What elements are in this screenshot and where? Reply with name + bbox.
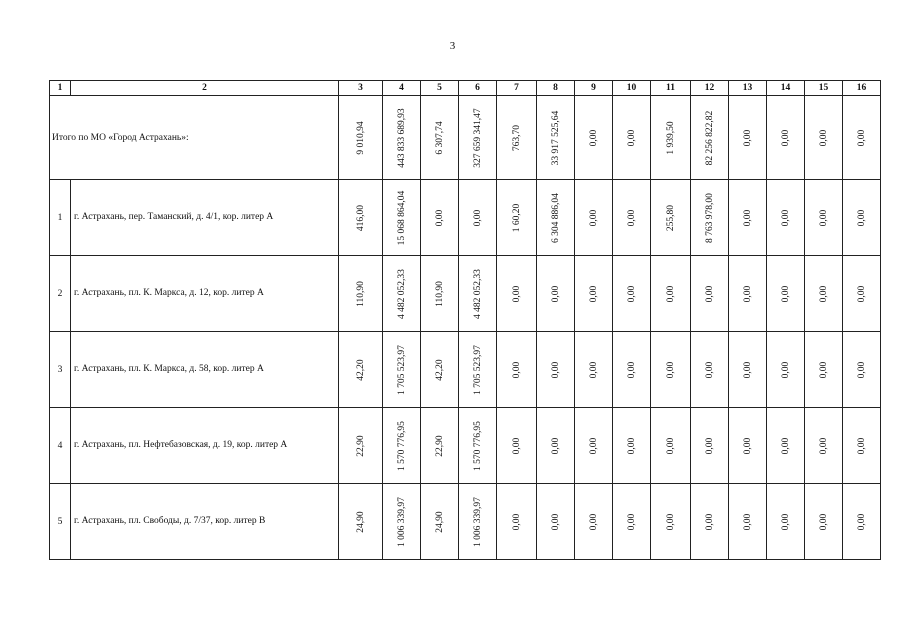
cell-value-cell [613, 484, 651, 560]
cell-value: 0,00 [626, 513, 637, 530]
cell-value-cell [691, 484, 729, 560]
total-value-cell [383, 96, 421, 180]
cell-value: 416,00 [355, 204, 366, 231]
cell-value: 0,00 [856, 437, 867, 454]
cell-value-cell [691, 332, 729, 408]
cell-value: 0,00 [665, 285, 676, 302]
cell-value: 0,00 [742, 209, 753, 226]
cell-value: 0,00 [626, 285, 637, 302]
total-value: 0,00 [626, 129, 637, 146]
table-row [50, 180, 881, 256]
row-number: 3 [50, 332, 71, 408]
cell-value: 0,00 [665, 437, 676, 454]
cell-value: 42,20 [355, 358, 366, 381]
cell-value-cell [383, 180, 421, 256]
table-row [50, 256, 881, 332]
page-number: 3 [449, 40, 456, 52]
cell-value-cell [651, 408, 691, 484]
cell-value: 0,00 [856, 361, 867, 378]
cell-value-cell [497, 332, 537, 408]
total-value-cell [843, 96, 881, 180]
cell-value-cell [843, 256, 881, 332]
total-label: Итого по МО «Город Астрахань»: [50, 96, 339, 180]
cell-value-cell [497, 256, 537, 332]
cell-value-cell [613, 332, 651, 408]
cell-value: 0,00 [856, 513, 867, 530]
total-value-cell [421, 96, 459, 180]
cell-value-cell [691, 180, 729, 256]
cell-value-cell [767, 484, 805, 560]
cell-value-cell [651, 180, 691, 256]
cell-value-cell [339, 256, 383, 332]
cell-value-cell [843, 408, 881, 484]
cell-value-cell [805, 332, 843, 408]
row-number: 5 [50, 484, 71, 560]
cell-value-cell [575, 256, 613, 332]
cell-value-cell [537, 256, 575, 332]
cell-value-cell [805, 484, 843, 560]
cell-value: 1 570 776,95 [396, 420, 407, 471]
total-value: 0,00 [742, 129, 753, 146]
address-cell: г. Астрахань, пл. К. Маркса, д. 12, кор. литер А [71, 256, 339, 332]
table-row [50, 408, 881, 484]
table-row [50, 332, 881, 408]
total-value-cell [537, 96, 575, 180]
cell-value-cell [691, 408, 729, 484]
cell-value-cell [537, 180, 575, 256]
cell-value-cell [613, 408, 651, 484]
cell-value: 15 068 864,04 [396, 190, 407, 245]
cell-value: 0,00 [626, 437, 637, 454]
cell-value: 1 570 776,95 [472, 420, 483, 471]
cell-value: 24,90 [355, 510, 366, 533]
column-header: 5 [421, 81, 459, 96]
cell-value: 6 304 886,04 [550, 192, 561, 243]
cell-value: 4 482 052,33 [396, 268, 407, 319]
total-value: 6 307,74 [434, 120, 445, 155]
cell-value: 0,00 [780, 285, 791, 302]
cell-value: 255,80 [665, 204, 676, 231]
total-value: 9 010,94 [355, 120, 366, 155]
cell-value-cell [729, 256, 767, 332]
address-cell: г. Астрахань, пл. Свободы, д. 7/37, кор. литер В [71, 484, 339, 560]
cell-value-cell [497, 408, 537, 484]
total-value-cell [613, 96, 651, 180]
address-cell: г. Астрахань, пер. Таманский, д. 4/1, кор. литер А [71, 180, 339, 256]
cell-value-cell [651, 256, 691, 332]
cell-value: 110,90 [434, 280, 445, 307]
cell-value: 0,00 [742, 361, 753, 378]
cell-value-cell [767, 408, 805, 484]
cell-value: 1 006 339,97 [396, 496, 407, 547]
cell-value-cell [497, 484, 537, 560]
total-value-cell [575, 96, 613, 180]
cell-value-cell [805, 256, 843, 332]
cell-value: 42,20 [434, 358, 445, 381]
row-number: 4 [50, 408, 71, 484]
cell-value-cell [575, 408, 613, 484]
cell-value-cell [691, 256, 729, 332]
cell-value-cell [767, 332, 805, 408]
total-value: 327 659 341,47 [472, 107, 483, 168]
column-header: 12 [691, 81, 729, 96]
cell-value-cell [339, 408, 383, 484]
cell-value-cell [843, 484, 881, 560]
total-value-cell [339, 96, 383, 180]
cell-value-cell [421, 484, 459, 560]
cell-value: 0,00 [550, 513, 561, 530]
cell-value-cell [575, 332, 613, 408]
cell-value: 24,90 [434, 510, 445, 533]
cell-value: 0,00 [780, 361, 791, 378]
cell-value-cell [575, 484, 613, 560]
total-value-cell [767, 96, 805, 180]
cell-value: 0,00 [588, 209, 599, 226]
cell-value-cell [339, 180, 383, 256]
cell-value-cell [497, 180, 537, 256]
cell-value-cell [459, 180, 497, 256]
total-value: 33 917 525,64 [550, 110, 561, 165]
column-header: 7 [497, 81, 537, 96]
cell-value: 0,00 [626, 209, 637, 226]
total-row [50, 96, 881, 180]
cell-value-cell [651, 484, 691, 560]
total-value: 443 833 689,93 [396, 107, 407, 168]
cell-value: 0,00 [704, 361, 715, 378]
total-value-cell [459, 96, 497, 180]
cell-value-cell [421, 408, 459, 484]
cell-value: 0,00 [511, 437, 522, 454]
cell-value-cell [459, 256, 497, 332]
column-header: 6 [459, 81, 497, 96]
cell-value-cell [459, 408, 497, 484]
cell-value-cell [459, 332, 497, 408]
cell-value: 0,00 [742, 513, 753, 530]
cell-value-cell [537, 484, 575, 560]
cell-value-cell [339, 484, 383, 560]
column-header: 8 [537, 81, 575, 96]
cell-value: 0,00 [550, 361, 561, 378]
cell-value: 0,00 [588, 513, 599, 530]
column-header: 16 [843, 81, 881, 96]
cell-value: 0,00 [704, 285, 715, 302]
cell-value-cell [421, 256, 459, 332]
total-value: 82 256 822,82 [704, 110, 715, 165]
cell-value: 0,00 [434, 209, 445, 226]
cell-value: 0,00 [818, 209, 829, 226]
cell-value: 0,00 [818, 513, 829, 530]
column-header: 14 [767, 81, 805, 96]
cell-value: 0,00 [818, 361, 829, 378]
cell-value: 0,00 [856, 209, 867, 226]
cell-value: 0,00 [665, 361, 676, 378]
row-number: 2 [50, 256, 71, 332]
column-header: 11 [651, 81, 691, 96]
column-header: 1 [50, 81, 71, 96]
cell-value-cell [537, 332, 575, 408]
total-value: 0,00 [588, 129, 599, 146]
table-row [50, 484, 881, 560]
cell-value: 0,00 [856, 285, 867, 302]
cell-value: 1 705 523,97 [396, 344, 407, 395]
column-header-row [50, 81, 881, 96]
cell-value: 0,00 [588, 361, 599, 378]
cell-value-cell [767, 256, 805, 332]
cell-value: 0,00 [780, 437, 791, 454]
cell-value-cell [421, 180, 459, 256]
cell-value: 0,00 [704, 437, 715, 454]
row-number: 1 [50, 180, 71, 256]
cell-value: 0,00 [818, 285, 829, 302]
total-value: 763,70 [511, 124, 522, 151]
cell-value: 0,00 [550, 437, 561, 454]
cell-value-cell [537, 408, 575, 484]
column-header: 15 [805, 81, 843, 96]
cell-value-cell [805, 180, 843, 256]
column-header: 9 [575, 81, 613, 96]
cell-value: 0,00 [550, 285, 561, 302]
total-value-cell [691, 96, 729, 180]
cell-value: 0,00 [511, 513, 522, 530]
total-value: 0,00 [780, 129, 791, 146]
cell-value: 0,00 [588, 285, 599, 302]
cell-value-cell [651, 332, 691, 408]
cell-value: 0,00 [472, 209, 483, 226]
cell-value: 0,00 [780, 513, 791, 530]
cell-value-cell [729, 332, 767, 408]
register-table [49, 80, 881, 560]
total-value-cell [805, 96, 843, 180]
total-value: 0,00 [818, 129, 829, 146]
cell-value: 4 482 052,33 [472, 268, 483, 319]
cell-value-cell [843, 180, 881, 256]
column-header: 10 [613, 81, 651, 96]
cell-value: 0,00 [626, 361, 637, 378]
cell-value-cell [421, 332, 459, 408]
total-value-cell [497, 96, 537, 180]
cell-value-cell [383, 484, 421, 560]
cell-value: 0,00 [511, 361, 522, 378]
column-header: 2 [71, 81, 339, 96]
address-cell: г. Астрахань, пл. К. Маркса, д. 58, кор. литер А [71, 332, 339, 408]
total-value-cell [729, 96, 767, 180]
cell-value-cell [729, 484, 767, 560]
cell-value: 22,90 [434, 434, 445, 457]
cell-value-cell [729, 180, 767, 256]
cell-value: 0,00 [665, 513, 676, 530]
cell-value-cell [383, 332, 421, 408]
cell-value-cell [575, 180, 613, 256]
cell-value-cell [459, 484, 497, 560]
cell-value-cell [383, 256, 421, 332]
cell-value: 0,00 [742, 285, 753, 302]
cell-value: 0,00 [588, 437, 599, 454]
cell-value: 1 006 339,97 [472, 496, 483, 547]
column-header: 13 [729, 81, 767, 96]
cell-value-cell [729, 408, 767, 484]
cell-value: 22,90 [355, 434, 366, 457]
column-header: 3 [339, 81, 383, 96]
total-value: 1 939,50 [665, 120, 676, 155]
cell-value-cell [339, 332, 383, 408]
cell-value-cell [805, 408, 843, 484]
total-value: 0,00 [856, 129, 867, 146]
cell-value: 110,90 [355, 280, 366, 307]
cell-value: 0,00 [780, 209, 791, 226]
address-cell: г. Астрахань, пл. Нефтебазовская, д. 19, кор. литер А [71, 408, 339, 484]
cell-value: 1 60,20 [511, 203, 522, 232]
total-value-cell [651, 96, 691, 180]
cell-value: 1 705 523,97 [472, 344, 483, 395]
cell-value: 0,00 [818, 437, 829, 454]
cell-value: 0,00 [742, 437, 753, 454]
cell-value-cell [767, 180, 805, 256]
cell-value-cell [383, 408, 421, 484]
cell-value: 0,00 [511, 285, 522, 302]
cell-value: 8 763 978,00 [704, 192, 715, 243]
cell-value-cell [843, 332, 881, 408]
cell-value-cell [613, 180, 651, 256]
column-header: 4 [383, 81, 421, 96]
cell-value: 0,00 [704, 513, 715, 530]
cell-value-cell [613, 256, 651, 332]
